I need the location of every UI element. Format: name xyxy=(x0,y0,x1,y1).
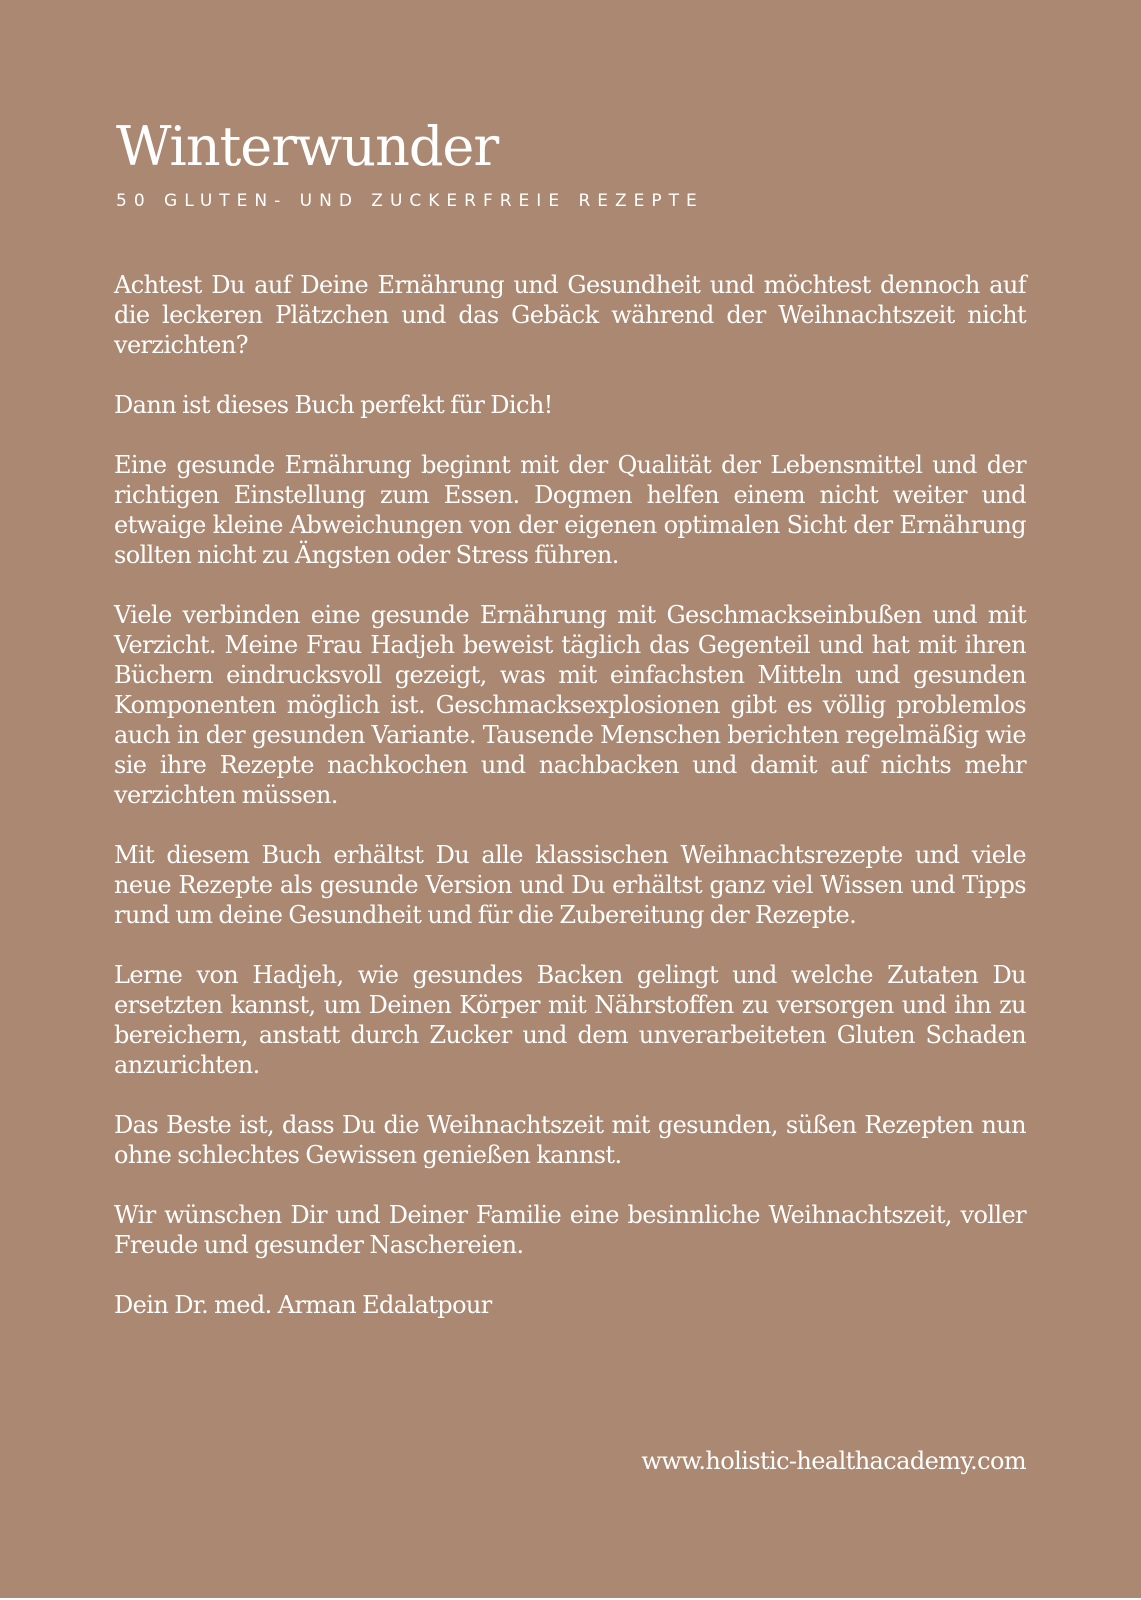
paragraph-best-part: Das Beste ist, dass Du die Weihnachtszeit mit gesunden, süßen Rezepten nun ohne schlechtes Gewissen genießen kannst. xyxy=(114,1111,1026,1169)
website-link[interactable]: www.holistic-healthacademy.com xyxy=(641,1447,1026,1475)
description-text xyxy=(114,270,1026,1320)
paragraph-book-recommendation: Dann ist dieses Buch perfekt für Dich! xyxy=(114,391,553,419)
paragraph-book-contents: Mit diesem Buch erhältst Du alle klassischen Weihnachtsrezepte und viele neue Rezepte als gesunde Version und Du erhältst ganz viel Wissen und Tipps rund um deine Gesundheit und für die Zubereitung der Rezepte. xyxy=(114,841,1026,929)
paragraph-healthy-nutrition: Eine gesunde Ernährung beginnt mit der Qualität der Lebensmittel und der richtigen Einstellung zum Essen. Dogmen helfen einem nicht weiter und etwaige kleine Abweichungen von der eigenen optimalen Sicht der Ernährung sollten nicht zu Ängsten oder Stress führen. xyxy=(114,451,1026,569)
book-subtitle: 50 GLUTEN- UND ZUCKERFREIE REZEPTE xyxy=(116,191,704,211)
paragraph-holiday-wishes: Wir wünschen Dir und Deiner Familie eine besinnliche Weihnachtszeit, voller Freude und gesunder Naschereien. xyxy=(114,1201,1026,1259)
paragraph-healthy-baking: Lerne von Hadjeh, wie gesundes Backen gelingt und welche Zutaten Du ersetzten kannst, um Deinen Körper mit Nährstoffen zu versorgen und ihn zu bereichern, anstatt durch Zucker und dem unverarbeiteten Gluten Schaden anzurichten. xyxy=(114,961,1026,1079)
paragraph-taste-without-sacrifice: Viele verbinden eine gesunde Ernährung mit Geschmackseinbußen und mit Verzicht. Meine Frau Hadjeh beweist täglich das Gegenteil und hat mit ihren Büchern eindrucksvoll gezeigt, was mit einfachsten Mitteln und gesunden Komponenten möglich ist. Geschmacksexplosionen gibt es völlig problemlos auch in der gesunden Variante. Tausende Menschen berichten regelmäßig wie sie ihre Rezepte nachkochen und nachbacken und damit auf nichts mehr verzichten müssen. xyxy=(114,601,1026,809)
paragraph-intro-question: Achtest Du auf Deine Ernährung und Gesundheit und möchtest dennoch auf die leckeren Plätzchen und das Gebäck während der Weihnachtszeit nicht verzichten? xyxy=(114,271,1026,359)
book-title: Winterwunder xyxy=(116,115,499,178)
author-signature: Dein Dr. med. Arman Edalatpour xyxy=(114,1291,492,1319)
